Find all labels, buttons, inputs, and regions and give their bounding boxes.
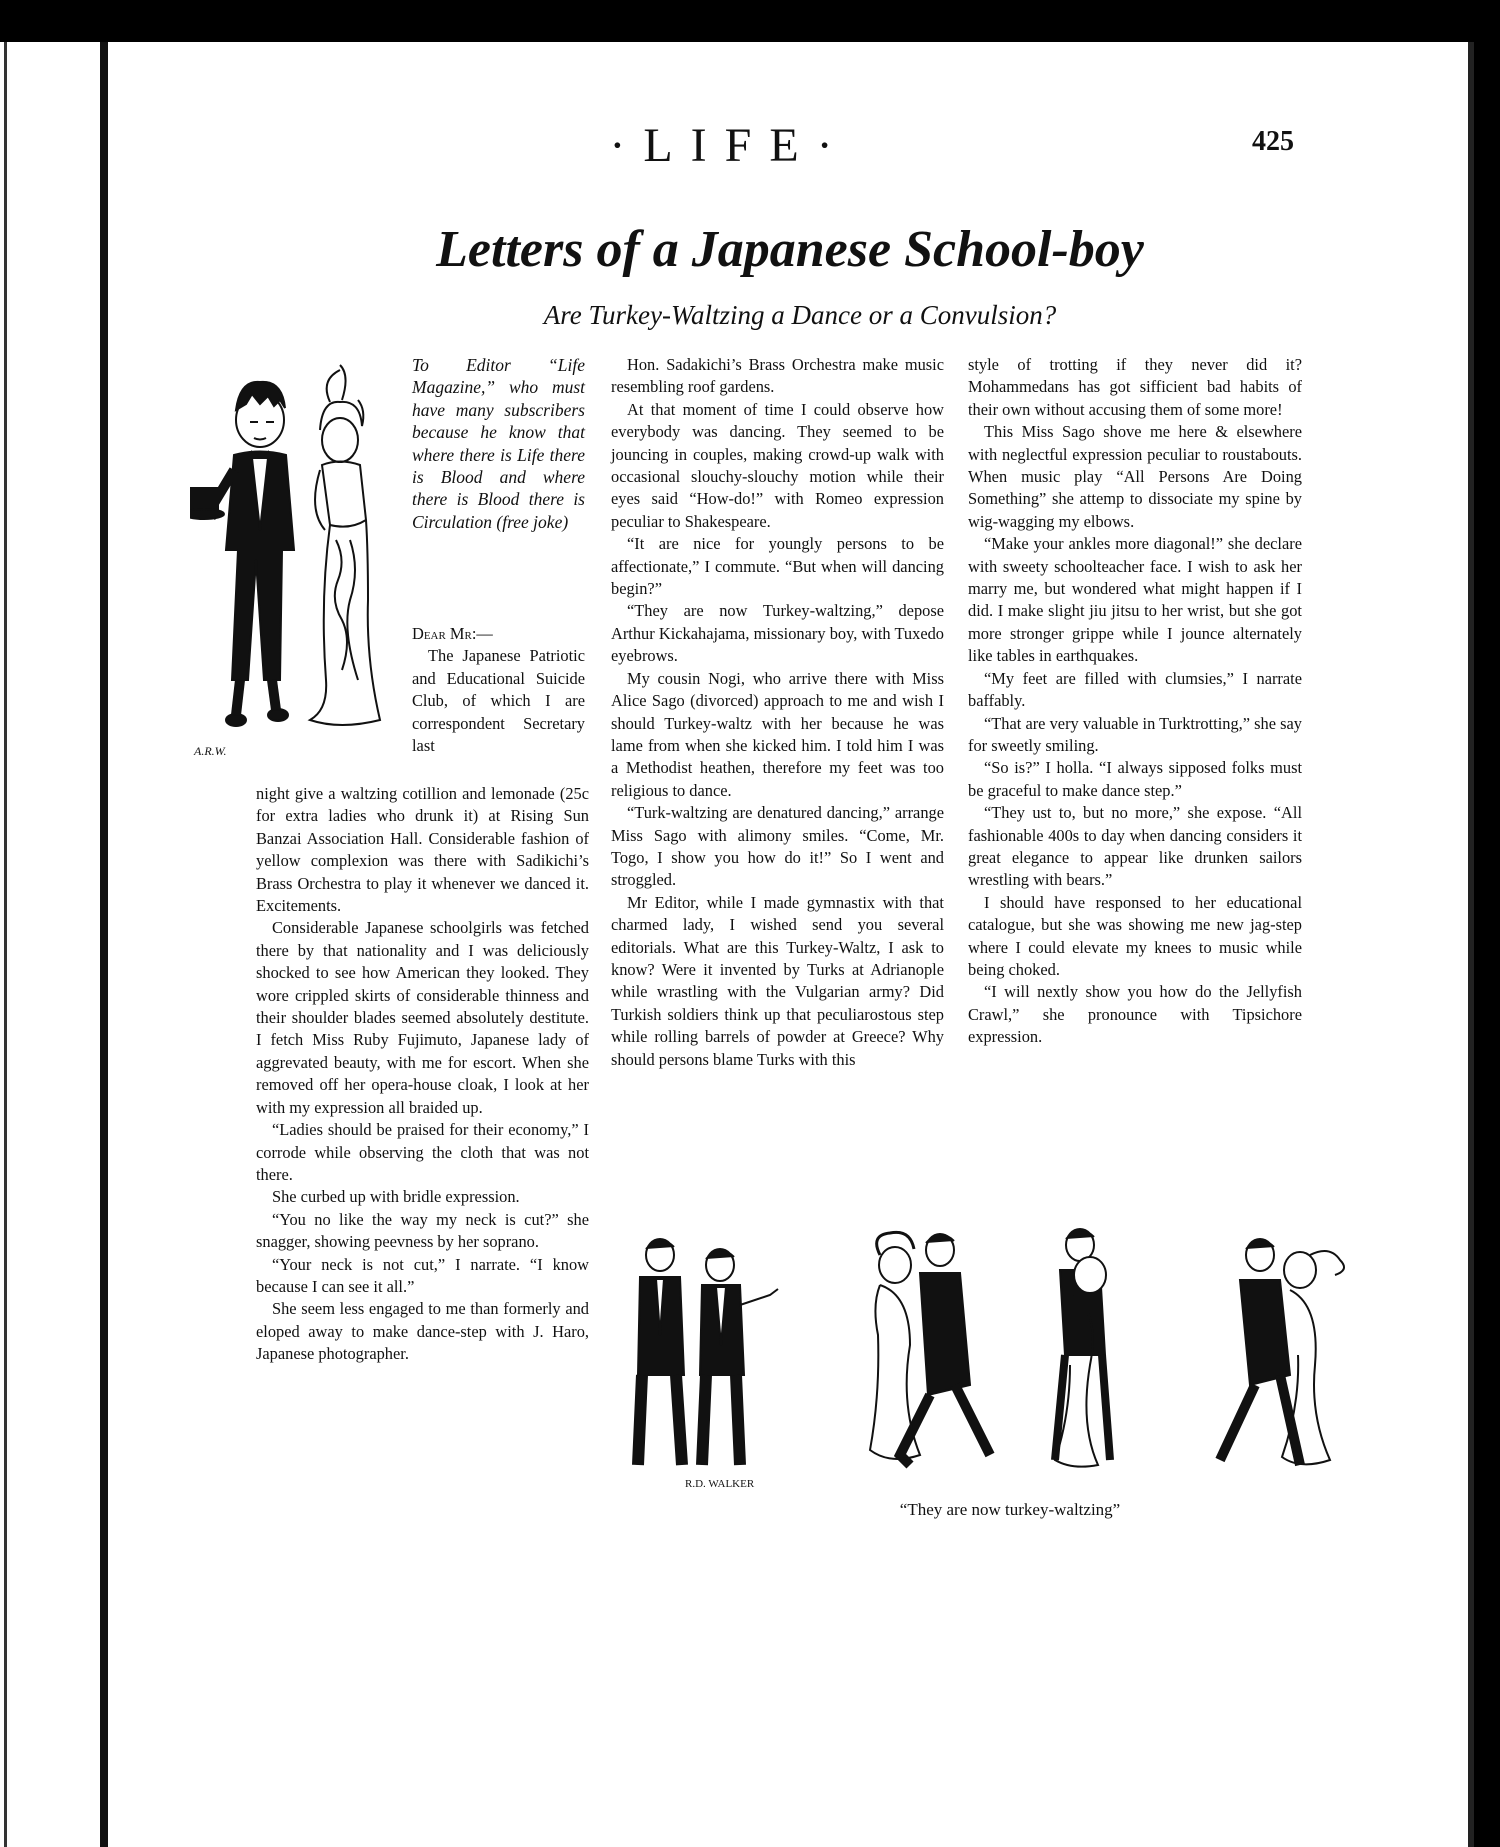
col3-paragraph: style of trotting if they never did it? Mohammedans has got sifficient bad habits of their own without accusing them of some more! [968, 355, 1302, 419]
intro-note: To Editor “Life Magazine,” who must have many subscribers because he know that where there is Life there is Blood and where there is Blood there is Circulation (free joke) [412, 355, 585, 532]
col1-paragraph: “Your neck is not cut,” I narrate. “I know because I can see it all.” [256, 1254, 589, 1296]
col3-paragraph: “That are very valuable in Turktrotting,” she say for sweetly smiling. [968, 713, 1302, 755]
col3-paragraph: This Miss Sago shove me here & elsewhere with neglectful expression peculiar to roustabouts. When music play “All Persons Are Doing Something” she attemp to dissociate my spine by wig-wagging my elbows. [968, 422, 1302, 531]
article-title: Letters of a Japanese School-boy [436, 221, 1144, 278]
col1-paragraph: She seem less engaged to me than formerly and eloped away to make dance-step with J. Haro, Japanese photographer. [256, 1299, 589, 1364]
col3-paragraph: “I will nextly show you how do the Jellyfish Crawl,” she pronounce with Tipsichore expression. [968, 982, 1302, 1047]
col2-paragraph: “They are now Turkey-waltzing,” depose Arthur Kickahajama, missionary boy, with Tuxedo eyebrows. [611, 601, 944, 666]
site-watermark: comicbooks.com [1224, 1810, 1445, 1840]
col1-paragraph: Considerable Japanese schoolgirls was fetched there by that nationality and I was deliciously shocked to see how American they looked. They wore crippled skirts of considerable thinness and their shoulder blades seemed absolutely destitute. I fetch Miss Ruby Fujimuto, Japanese lady of aggrevated beauty, with me for escort. When she removed off her opera-house cloak, I look at her with my expression all braided up. [256, 918, 589, 1117]
col2-paragraph: My cousin Nogi, who arrive there with Miss Alice Sago (divorced) approach to me and wish I should Turkey-waltz with her because he was lame from when she kicked him. I told him I was a Methodist heathen, therefore my feet was too religious to dance. [611, 668, 944, 800]
illustration-caption: “They are now turkey-waltzing” [899, 1500, 1121, 1519]
article-subtitle: Are Turkey-Waltzing a Dance or a Convulsion? [543, 300, 1057, 330]
col3-paragraph: “Make your ankles more diagonal!” she declare with sweety schoolteacher face. I wish to ask her marry me, but wondered what might happen if I did. I make slight jiu jitsu to her wrist, but she got more stronger grippe while I jounce alternately like tables in earthquakes. [968, 534, 1302, 666]
previous-page-edge [0, 42, 100, 1847]
col2-paragraph: “It are nice for youngly persons to be affectionate,” I commute. “But when will dancing begin?” [611, 534, 944, 599]
col2-paragraph: Mr Editor, while I made gymnastix with that charmed lady, I wished send you several editorials. What are this Turkey-Waltz, I ask to know? Were it invented by Turks at Adrianople while wrastling with the Vulgarian army? Did Turkish soldiers think up that peculiarostous step while rolling barrels of powder at Greece? Why should persons blame Turks with this [611, 892, 944, 1069]
schoolboy-and-lady-illustration [190, 360, 410, 760]
column-3 [968, 354, 1302, 1049]
right-black-strip [1474, 42, 1500, 1847]
bottom-illustration-signature: R.D. WALKER [685, 1478, 755, 1490]
column-1-wrapped-text [412, 623, 585, 757]
col2-paragraph: Hon. Sadakichi’s Brass Orchestra make music resembling roof gardens. [611, 355, 944, 397]
column-1 [256, 783, 589, 1366]
col3-paragraph: “They ust to, but no more,” she expose. “All fashionable 400s to day when dancing considers it great elegance to appear like drunken sailors wrestling with bears.” [968, 803, 1302, 890]
col3-paragraph: I should have responsed to her educational catalogue, but she was showing me new jag-step where I could elevate my knees to music while being choked. [968, 892, 1302, 979]
page-number: 425 [1252, 126, 1294, 157]
col2-paragraph: At that moment of time I could observe how everybody was dancing. They seemed to be jouncing in couples, making crowd-up walk with occasional slouchy-slouchy motion while their eyes said “How-do!” with Romeo expression peculiar to Shakespeare. [611, 399, 944, 531]
col1-wrapped-paragraph: The Japanese Patriotic and Educational Suicide Club, of which I are correspondent Secretary last [412, 646, 585, 756]
col3-paragraph: “My feet are filled with clumsies,” I narrate baffably. [968, 668, 1302, 711]
col1-paragraph: “You no like the way my neck is cut?” she snagger, showing peevness by her soprano. [256, 1209, 589, 1252]
book-spine [100, 42, 108, 1847]
turkey-waltzing-illustration [610, 1225, 1400, 1490]
masthead: ·LIFE· [609, 119, 851, 172]
column-2 [611, 354, 944, 1071]
col1-paragraph: “Ladies should be praised for their economy,” I corrode while observing the cloth that was not there. [256, 1120, 589, 1184]
col2-paragraph: “Turk-waltzing are denatured dancing,” arrange Miss Sago with alimony smiles. “Come, Mr. Togo, I show you how do it!” So I went and stroggled. [611, 803, 944, 890]
top-black-bar [0, 0, 1500, 42]
col3-paragraph: “So is?” I holla. “I always sipposed folks must be graceful to make dance step.” [968, 758, 1302, 800]
col1-paragraph: night give a waltzing cotillion and lemonade (25c for extra ladies who drunk it) at Rising Sun Banzai Association Hall. Considerable fashion of yellow complexion was there with Sadikichi’s Brass Orchestra to play it whenever we danced it. Excitements. [256, 784, 589, 916]
top-illustration-signature: A.R.W. [194, 744, 227, 758]
salutation: Dear Mr:— [412, 624, 493, 643]
col1-paragraph: She curbed up with bridle expression. [272, 1187, 520, 1207]
